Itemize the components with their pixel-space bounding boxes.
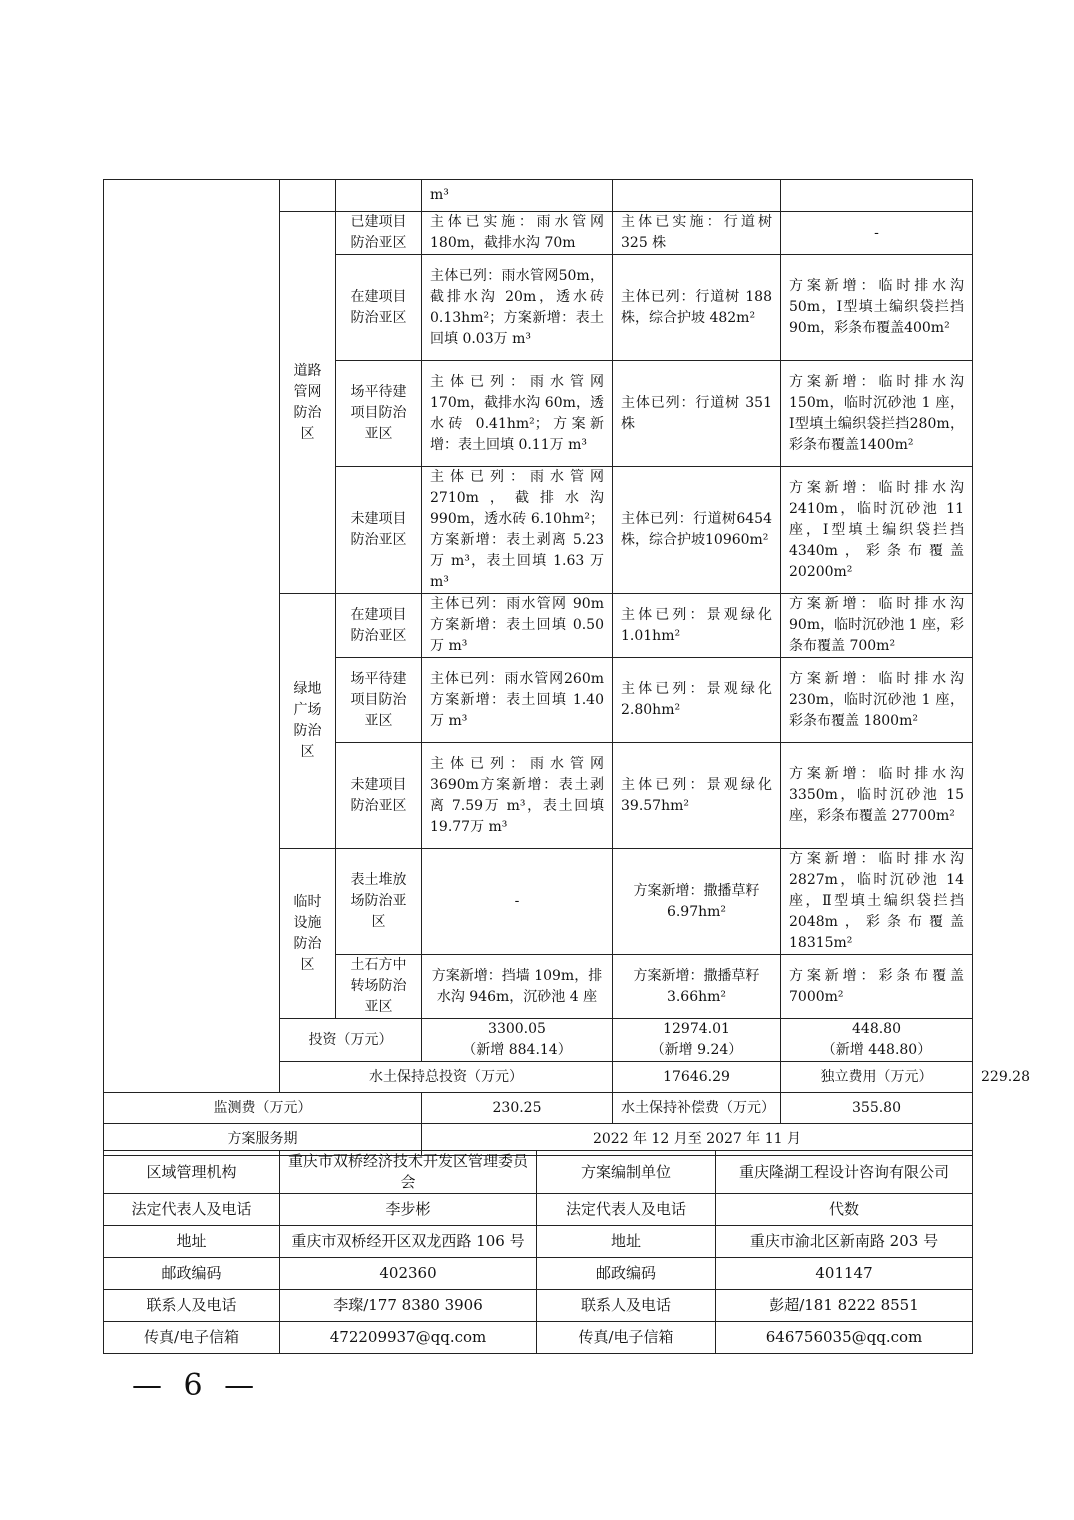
temp-cell: 方案新增：临时排水沟90m，临时沉砂池 1 座，彩条布覆盖 700m² (781, 594, 973, 658)
temp-cell: 方案新增：临时排水沟50m，Ⅰ型填土编织袋拦挡 90m，彩条布覆盖400m² (781, 255, 973, 361)
temp-cell: 方案新增：临时排水沟2827m，临时沉砂池 14座，Ⅱ型填土编织袋拦挡2048m，彩条布覆盖18315m² (781, 849, 973, 955)
investment-value: 3300.05 (488, 1021, 546, 1037)
engineering-cell: 方案新增：挡墙 109m，排水沟 946m，沉砂池 4 座 (422, 955, 613, 1019)
fax-label: 传真/电子信箱 (104, 1322, 280, 1354)
rep-value: 代数 (716, 1194, 973, 1226)
page-number: — 6 — (132, 1368, 261, 1403)
engineering-cell: 主体已列：雨水管网3690m方案新增：表土剥离 7.59万 m³，表土回填 19.77万 m³ (422, 743, 613, 849)
blank-cell (613, 180, 781, 212)
subzone-label: 场平待建项目防治亚区 (336, 658, 422, 743)
subzone-label: 在建项目防治亚区 (336, 255, 422, 361)
temp-cell: 方案新增：临时排水沟230m，临时沉砂池 1 座，彩条布覆盖 1800m² (781, 658, 973, 743)
contact-value: 李璨/177 8380 3906 (280, 1290, 537, 1322)
temp-cell: 方案新增：临时排水沟150m，临时沉砂池 1 座，Ⅰ型填土编织袋拦挡280m，彩条布覆盖1400m² (781, 361, 973, 467)
blank-cell (336, 180, 422, 212)
blank-cell (781, 180, 973, 212)
independent-fee-label: 独立费用（万元） (781, 1062, 973, 1093)
unit-value: 重庆隆湖工程设计咨询有限公司 (716, 1151, 973, 1194)
service-period-label: 方案服务期 (104, 1124, 422, 1156)
temp-cell: 方案新增：临时排水沟2410m，临时沉砂池 11座，Ⅰ型填土编织袋拦挡4340m，彩条布覆盖20200m² (781, 467, 973, 594)
fragment-cell: m³ (422, 180, 613, 212)
total-investment-value: 17646.29 (613, 1062, 781, 1093)
fax-value: 472209937@qq.com (280, 1322, 537, 1354)
subzone-label: 表土堆放场防治亚区 (336, 849, 422, 955)
left-blank-cell (104, 180, 280, 1093)
investment-new: （新增 9.24） (650, 1042, 743, 1058)
subzone-label: 在建项目防治亚区 (336, 594, 422, 658)
plant-cell: 主体已列：景观绿化1.01hm² (613, 594, 781, 658)
engineering-cell: 主体已列：雨水管网170m，截排水沟 60m，透水砖 0.41hm²；方案新增：表土回填 0.11万 m³ (422, 361, 613, 467)
plant-cell: 主体已列：景观绿化39.57hm² (613, 743, 781, 849)
temp-category: 临时设施防治区 (280, 849, 336, 1019)
engineering-cell: 主体已列：雨水管网 90m方案新增：表土回填 0.50万 m³ (422, 594, 613, 658)
address-label: 地址 (537, 1226, 716, 1258)
subzone-label: 未建项目防治亚区 (336, 467, 422, 594)
investment-label: 投资（万元） (280, 1019, 422, 1062)
subzone-label: 未建项目防治亚区 (336, 743, 422, 849)
address-label: 地址 (104, 1226, 280, 1258)
investment-temp (781, 1019, 973, 1062)
plant-cell: 主体已列：景观绿化2.80hm² (613, 658, 781, 743)
plant-cell: 主体已列：行道树6454 株，综合护坡10960m² (613, 467, 781, 594)
rep-label: 法定代表人及电话 (104, 1194, 280, 1226)
temp-cell: 方案新增：彩条布覆盖7000m² (781, 955, 973, 1019)
subzone-label: 已建项目防治亚区 (336, 212, 422, 255)
org-label: 区域管理机构 (104, 1151, 280, 1194)
investment-plant (613, 1019, 781, 1062)
temp-cell: - (781, 212, 973, 255)
subzone-label: 场平待建项目防治亚区 (336, 361, 422, 467)
zip-value: 401147 (716, 1258, 973, 1290)
org-value: 重庆市双桥经济技术开发区管理委员会 (280, 1151, 537, 1194)
plant-cell: 主体已实施：行道树325 株 (613, 212, 781, 255)
service-period-value: 2022 年 12 月至 2027 年 11 月 (422, 1124, 973, 1156)
temp-cell: 方案新增：临时排水沟3350m，临时沉砂池 15座，彩条布覆盖 27700m² (781, 743, 973, 849)
total-investment-label: 水土保持总投资（万元） (280, 1062, 613, 1093)
unit-label: 方案编制单位 (537, 1151, 716, 1194)
plant-cell: 主体已列：行道树 351株 (613, 361, 781, 467)
contact-label: 联系人及电话 (104, 1290, 280, 1322)
engineering-cell: 主体已列：雨水管网2710m，截排水沟 990m，透水砖 6.10hm²；方案新增：表土剥离 5.23万 m³，表土回填 1.63 万m³ (422, 467, 613, 594)
measures-table: m³ 道路管网防治区 已建项目防治亚区 主体已实施：雨水管网180m，截排水沟 70m 主体已实施：行道树325 株 - 在建项目防治亚区 主体已列：雨水管网50m，截排水沟 20m，透水砖 0.13hm²；方案新增：表土回填 0.03万 m³ 主体已列：行道树 188株，综合护坡 482m² 方案新增：临时排水沟50m，Ⅰ型填土编织袋拦挡 90m，彩条布覆盖400m² 场平待建项目防治亚区 主体已列：雨水管网170m，截排水沟 60m，透水砖 0.41hm²；方案新增：表土回填 0.11万 m³ 主体已列：行道树 351株 方案新增：临时排水沟150m，临时沉砂池 1 座，Ⅰ型填土编织袋拦挡280m，彩条布覆盖1400m² 未建项目防治亚区 主体已列：雨水管网2710m，截排水沟 990m，透水砖 6.10hm²；方案新增：表土剥离 5.23万 m³，表土回填 1.63 万m³ 主体已列：行道树6454 株，综合护坡10960m² 方案新增：临时排水沟2410m，临时沉砂池 11座，Ⅰ型填土编织袋拦挡4340m，彩条布覆盖20200m² 绿地广场防治区 在建项目防治亚区 主体已列：雨水管网 90m方案新增：表土回填 0.50万 m³ 主体已列：景观绿化1.01hm² 方案新增：临时排水沟90m，临时沉砂池 1 座，彩条布覆盖 700m² 场平待建项目防治亚区 主体已列：雨水管网260m方案新增：表土回填 1.40万 m³ 主体已列：景观绿化2.80hm² 方案新增：临时排水沟230m，临时沉砂池 1 座，彩条布覆盖 1800m² 未建项目防治亚区 主体已列：雨水管网3690m方案新增：表土剥离 7.59万 m³，表土回填 19.77万 m³ 主体已列：景观绿化39.57hm² 方案新增：临时排水沟3350m，临时沉砂池 15座，彩条布覆盖 27700m² 临时设施防治区 表土堆放场防治亚区 - 方案新增：撒播草籽6.97hm² 方案新增：临时排水沟2827m，临时沉砂池 14座，Ⅱ型填土编织袋拦挡2048m，彩条布覆盖18315m² 土石方中转场防治亚区 方案新增：挡墙 109m，排水沟 946m，沉砂池 4 座 方案新增：撒播草籽3.66hm² 方案新增：彩条布覆盖7000m² 投资（万元） 3300.05 （新增 884.14） 12974.01 （新增 9.24） 448.80 （新增 448.80） 水土保持总投资（万元） 17646.29 独立费用（万元） 229.28 监测费（万元） 230.25 水土保持补偿费（万元） 355.80 方案服务期 2022 年 12 月至 2027 年 11 月 (103, 179, 973, 1156)
contact-label: 联系人及电话 (537, 1290, 716, 1322)
rep-value: 李步彬 (280, 1194, 537, 1226)
engineering-cell: 主体已实施：雨水管网180m，截排水沟 70m (422, 212, 613, 255)
investment-value: 448.80 (852, 1021, 901, 1037)
rep-label: 法定代表人及电话 (537, 1194, 716, 1226)
zip-label: 邮政编码 (104, 1258, 280, 1290)
green-category: 绿地广场防治区 (280, 594, 336, 849)
monitoring-fee-label: 监测费（万元） (104, 1093, 422, 1124)
subzone-label: 土石方中转场防治亚区 (336, 955, 422, 1019)
blank-cell (280, 180, 336, 212)
plant-cell: 方案新增：撒播草籽3.66hm² (613, 955, 781, 1019)
plant-cell: 主体已列：行道树 188株，综合护坡 482m² (613, 255, 781, 361)
investment-engineering (422, 1019, 613, 1062)
investment-value: 12974.01 (663, 1021, 730, 1037)
compensation-fee-value: 355.80 (781, 1093, 973, 1124)
fax-value: 646756035@qq.com (716, 1322, 973, 1354)
zip-value: 402360 (280, 1258, 537, 1290)
investment-new: （新增 884.14） (462, 1042, 572, 1058)
road-category: 道路管网防治区 (280, 212, 336, 594)
engineering-cell: 主体已列：雨水管网260m方案新增：表土回填 1.40万 m³ (422, 658, 613, 743)
address-value: 重庆市渝北区新南路 203 号 (716, 1226, 973, 1258)
address-value: 重庆市双桥经开区双龙西路 106 号 (280, 1226, 537, 1258)
engineering-cell: 主体已列：雨水管网50m，截排水沟 20m，透水砖 0.13hm²；方案新增：表土回填 0.03万 m³ (422, 255, 613, 361)
monitoring-fee-value: 230.25 (422, 1093, 613, 1124)
zip-label: 邮政编码 (537, 1258, 716, 1290)
contact-value: 彭超/181 8222 8551 (716, 1290, 973, 1322)
fax-label: 传真/电子信箱 (537, 1322, 716, 1354)
engineering-cell: - (422, 849, 613, 955)
investment-new: （新增 448.80） (821, 1042, 932, 1058)
plant-cell: 方案新增：撒播草籽6.97hm² (613, 849, 781, 955)
compensation-fee-label: 水土保持补偿费（万元） (613, 1093, 781, 1124)
contact-info-table (103, 1150, 973, 1354)
